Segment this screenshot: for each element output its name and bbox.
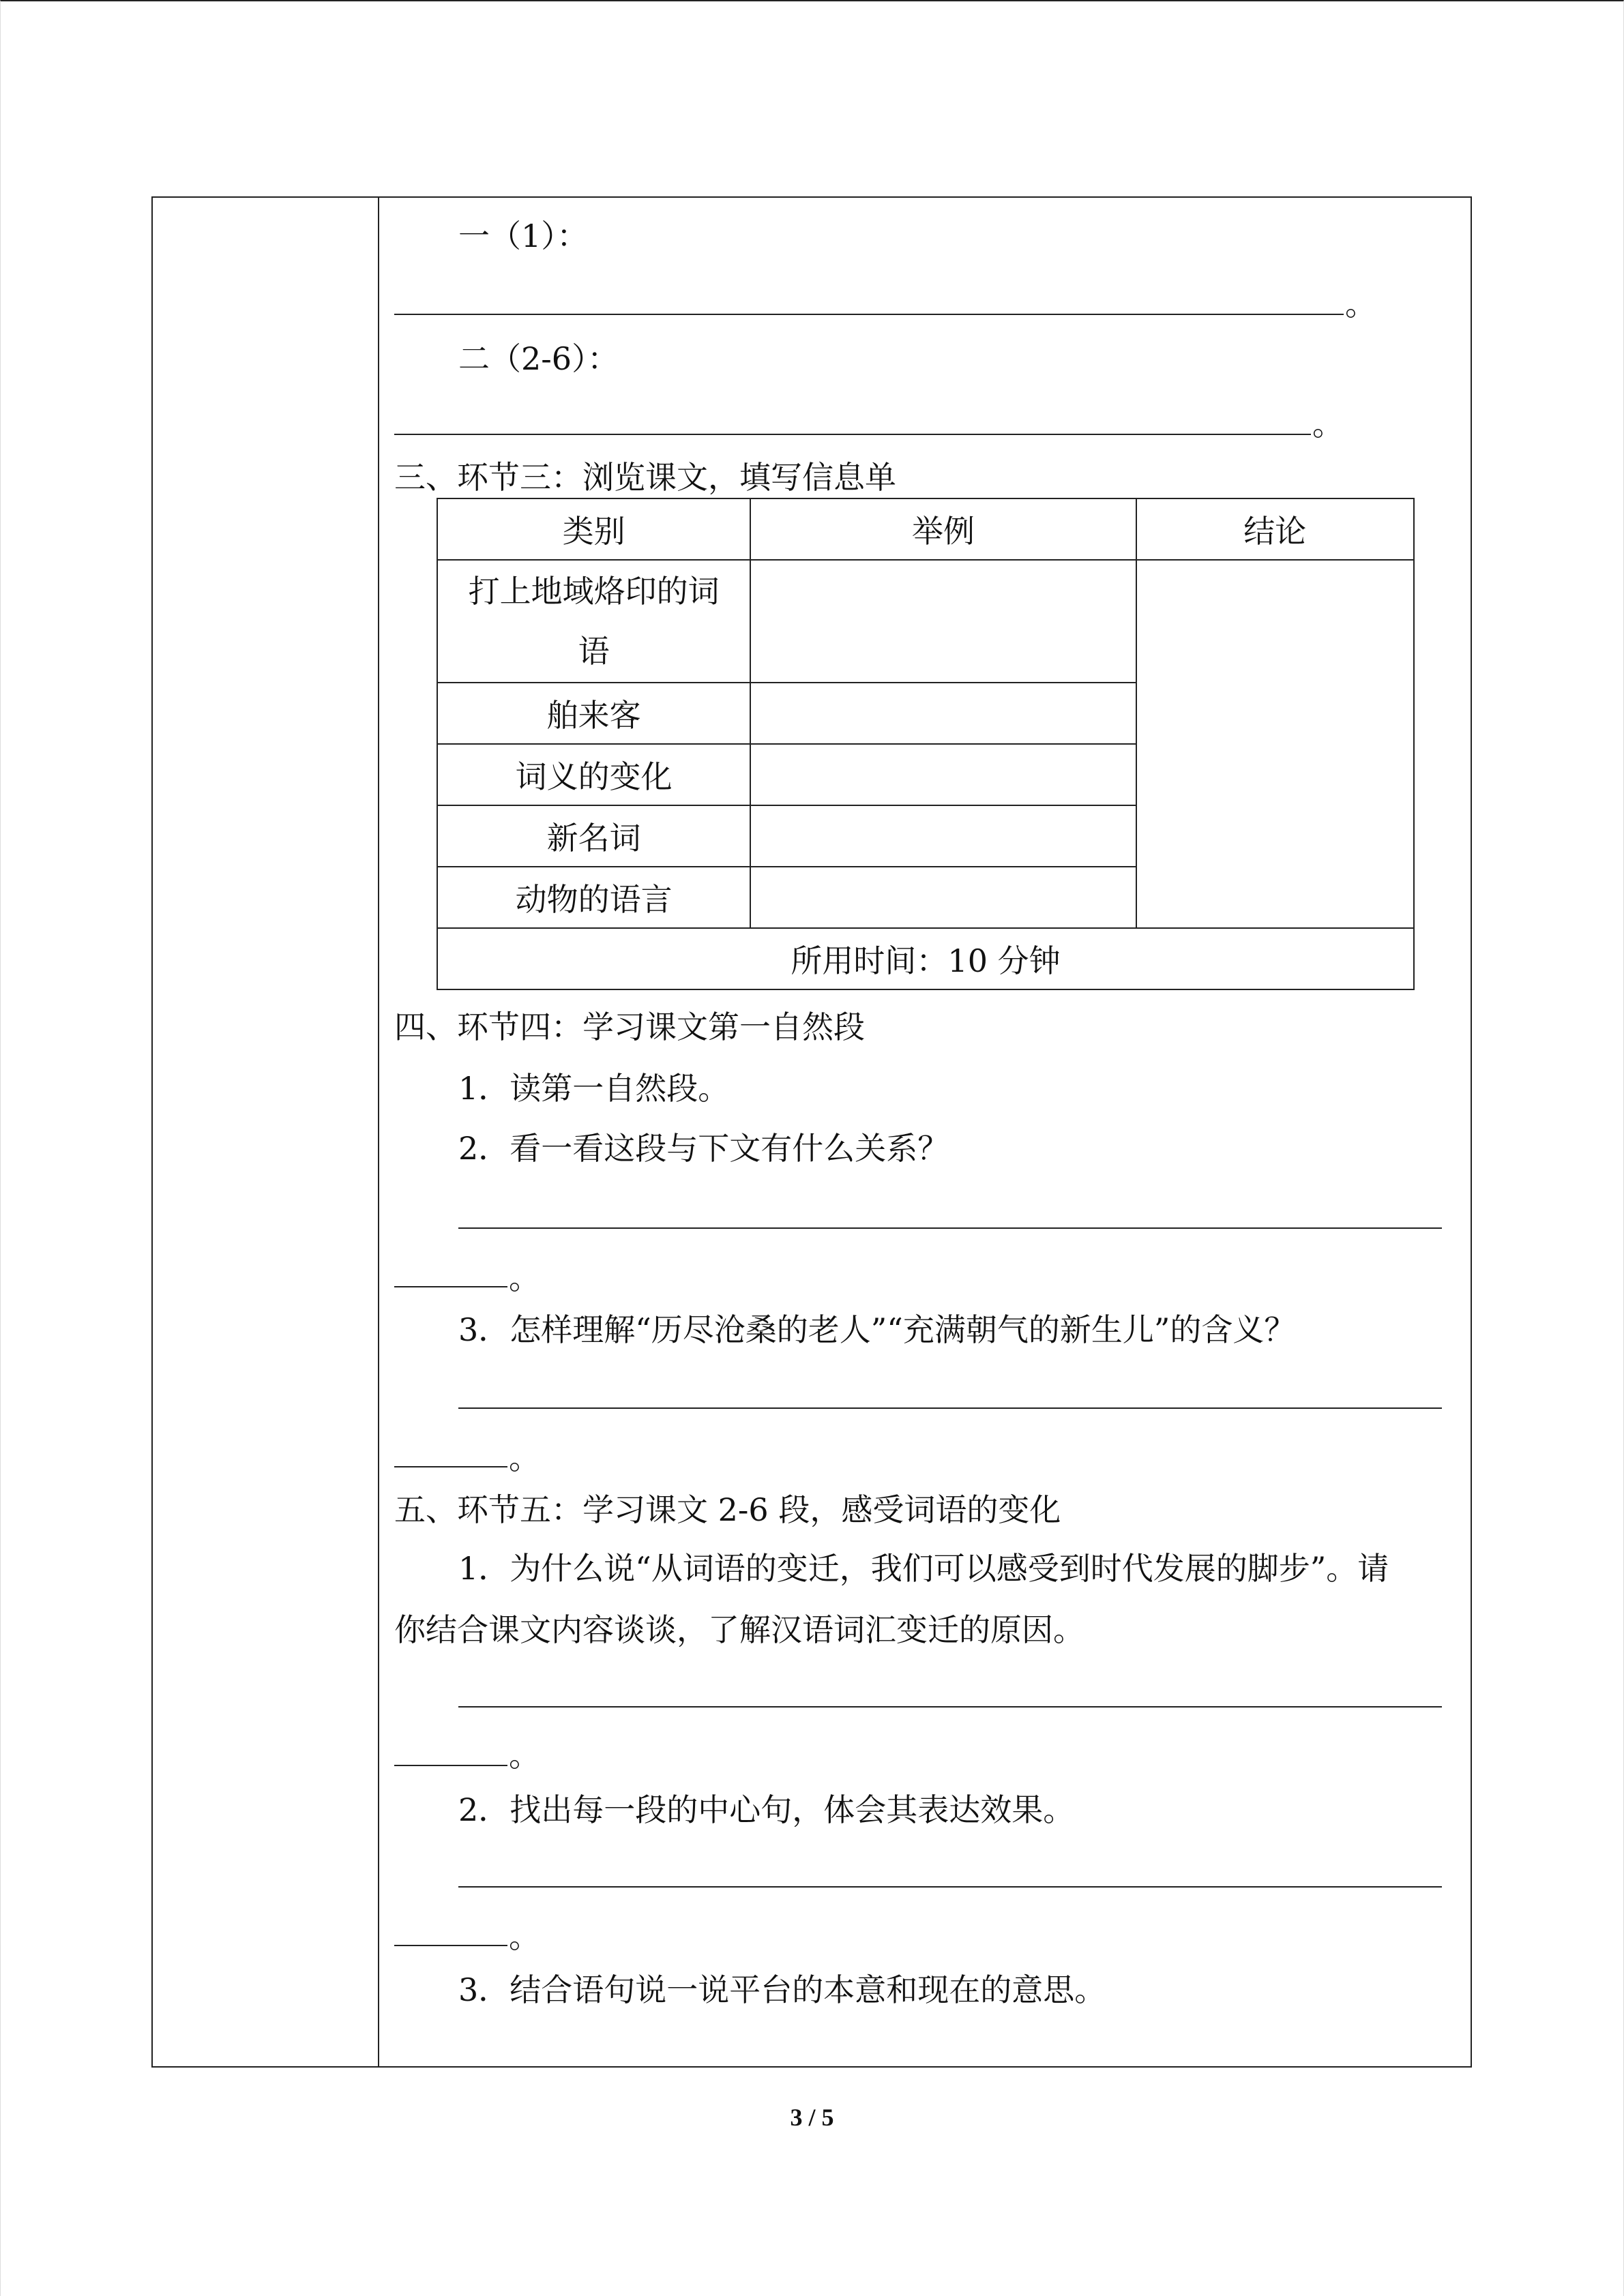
part1-label: 一（1）：	[458, 218, 589, 254]
row-category-new-terms: 新名词	[437, 805, 750, 867]
row-category-line2: 语	[578, 633, 610, 670]
answer-line-s4q2-end[interactable]	[394, 1286, 507, 1287]
answer-line-part1[interactable]	[394, 314, 1344, 315]
answer-line-part2[interactable]	[394, 434, 1311, 435]
section3-title: 三、环节三：浏览课文，填写信息单	[394, 459, 896, 496]
conclusion-cell[interactable]	[1136, 560, 1414, 928]
answer-line-s5q3[interactable]	[458, 2066, 1442, 2068]
answer-line-s4q2[interactable]	[458, 1227, 1442, 1229]
period: 。	[509, 1918, 540, 1955]
s5-question-1-line2: 你结合课文内容谈谈，了解汉语词汇变迁的原因。	[394, 1611, 1084, 1648]
section4-title: 四、环节四：学习课文第一自然段	[394, 1009, 865, 1045]
s5-question-2: 2．找出每一段的中心句，体会其表达效果。	[458, 1791, 1075, 1828]
answer-line-s4q3-end[interactable]	[394, 1466, 507, 1467]
s4-question-1: 1．读第一自然段。	[458, 1070, 730, 1107]
s4-question-3: 3．怎样理解“历尽沧桑的老人”“充满朝气的新生儿”的含义？	[458, 1311, 1296, 1348]
answer-line-s5q2-end[interactable]	[394, 1945, 507, 1946]
s5-question-1-line1: 1．为什么说“从词语的变迁，我们可以感受到时代发展的脚步”。请	[458, 1550, 1389, 1587]
s4-question-2: 2．看一看这段与下文有什么关系？	[458, 1130, 949, 1167]
period: 。	[509, 1440, 540, 1476]
example-cell[interactable]	[750, 683, 1136, 744]
example-cell[interactable]	[750, 805, 1136, 867]
page-number: 3 / 5	[790, 2104, 834, 2131]
answer-line-s5q1[interactable]	[458, 1706, 1442, 1708]
row-category-line1: 打上地域烙印的词	[468, 573, 720, 610]
part2-label: 二（2-6）：	[458, 340, 619, 377]
period: 。	[509, 1737, 540, 1774]
example-cell[interactable]	[750, 744, 1136, 805]
answer-line-s5q2[interactable]	[458, 1886, 1442, 1888]
example-cell[interactable]	[750, 867, 1136, 928]
period: 。	[1345, 286, 1376, 323]
row-category-loanwords: 舶来客	[437, 683, 750, 744]
time-used-footer: 所用时间：10 分钟	[437, 928, 1414, 989]
info-sheet-table	[437, 498, 1415, 990]
section5-title: 五、环节五：学习课文 2-6 段，感受词语的变化	[394, 1491, 1061, 1528]
row-category-animal-language: 动物的语言	[437, 867, 750, 928]
example-cell[interactable]	[750, 560, 1136, 683]
answer-line-s5q1-end[interactable]	[394, 1765, 507, 1766]
header-example: 举例	[750, 498, 1136, 560]
row-category-regional-words	[437, 560, 750, 683]
period: 。	[1312, 406, 1344, 443]
answer-line-s4q3[interactable]	[458, 1407, 1442, 1409]
header-conclusion: 结论	[1136, 498, 1414, 560]
s5-question-3: 3．结合语句说一说平台的本意和现在的意思。	[458, 1971, 1106, 2008]
header-category: 类别	[437, 498, 750, 560]
period: 。	[509, 1259, 540, 1296]
column-divider	[378, 196, 379, 2068]
row-category-meaning-change: 词义的变化	[437, 744, 750, 805]
